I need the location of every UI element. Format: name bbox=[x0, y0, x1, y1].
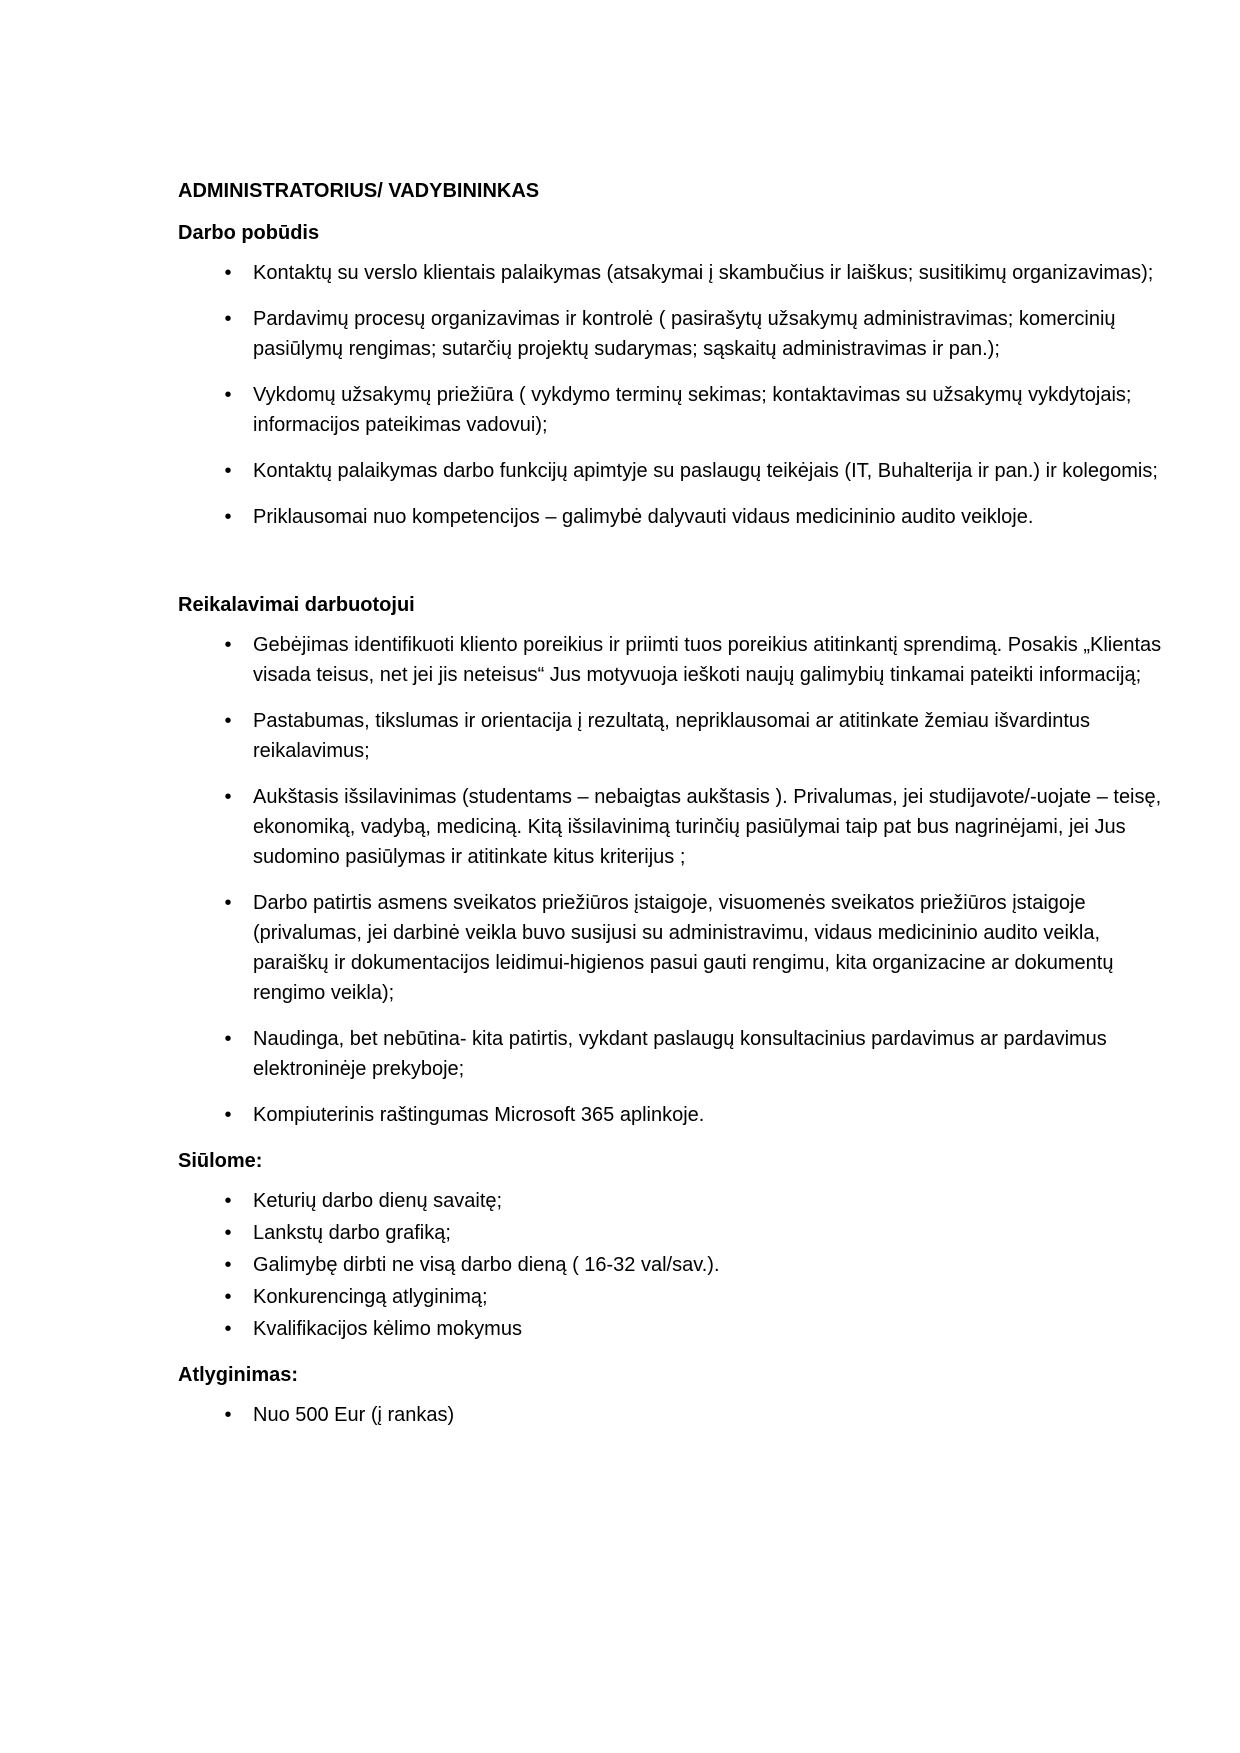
list-item bbox=[178, 888, 1178, 1008]
bullet-icon: • bbox=[224, 634, 232, 656]
list-item-text: Nuo 500 Eur (į rankas) bbox=[253, 1404, 455, 1426]
list-item-text: Darbo patirtis asmens sveikatos priežiūros įstaigoje, visuomenės sveikatos priežiūros įstaigoje (privalumas, jei darbinė veikla buvo susijusi su administravimu, vidaus medicininio audito veikla, paraiškų ir dokumentacijos leidimui-higienos pasui gauti rengimu, kita organizacine ar dokumentų rengimo veikla); bbox=[253, 892, 1114, 1004]
list-item-text: Kontaktų palaikymas darbo funkcijų apimtyje su paslaugų teikėjais (IT, Buhalterija ir pan.) ir kolegomis; bbox=[253, 460, 1158, 482]
bullet-icon: • bbox=[224, 506, 232, 528]
bullet-icon: • bbox=[224, 1028, 232, 1050]
list-item-text: Vykdomų užsakymų priežiūra ( vykdymo terminų sekimas; kontaktavimas su užsakymų vykdytojais; informacijos pateikimas vadovui); bbox=[253, 384, 1132, 436]
bullet-icon: • bbox=[224, 1222, 232, 1244]
list-item bbox=[178, 706, 1178, 766]
offer-list bbox=[178, 1186, 1178, 1344]
list-item bbox=[178, 258, 1178, 288]
document-page bbox=[178, 176, 1178, 1446]
list-item-text: Pardavimų procesų organizavimas ir kontrolė ( pasirašytų užsakymų administravimas; komercinių pasiūlymų rengimas; sutarčių projektų sudarymas; sąskaitų administravimas ir pan.); bbox=[253, 308, 1116, 360]
list-item bbox=[178, 1218, 1178, 1248]
list-item bbox=[178, 502, 1178, 532]
section-heading-duties: Darbo pobūdis bbox=[178, 222, 320, 244]
bullet-icon: • bbox=[224, 460, 232, 482]
section-heading-requirements: Reikalavimai darbuotojui bbox=[178, 594, 415, 616]
bullet-icon: • bbox=[224, 1318, 232, 1340]
bullet-icon: • bbox=[224, 1104, 232, 1126]
salary-list bbox=[178, 1400, 1178, 1430]
list-item-text: Kvalifikacijos kėlimo mokymus bbox=[253, 1318, 522, 1340]
bullet-icon: • bbox=[224, 262, 232, 284]
list-item bbox=[178, 1250, 1178, 1280]
list-item bbox=[178, 1282, 1178, 1312]
bullet-icon: • bbox=[224, 384, 232, 406]
page-title: ADMINISTRATORIUS/ VADYBININKAS bbox=[178, 180, 540, 202]
requirements-list bbox=[178, 630, 1178, 1130]
list-item bbox=[178, 456, 1178, 486]
duties-list bbox=[178, 258, 1178, 532]
list-item-text: Kontaktų su verslo klientais palaikymas (atsakymai į skambučius ir laiškus; susitikimų organizavimas); bbox=[253, 262, 1154, 284]
list-item-text: Galimybę dirbti ne visą darbo dieną ( 16-32 val/sav.). bbox=[253, 1254, 720, 1276]
list-item-text: Gebėjimas identifikuoti kliento poreikius ir priimti tuos poreikius atitinkantį sprendimą. Posakis „Klientas visada teisus, net jei jis neteisus“ Jus motyvuoja ieškoti naujų galimybių tinkamai pateikti informaciją; bbox=[253, 634, 1162, 686]
list-item bbox=[178, 1100, 1178, 1130]
list-item bbox=[178, 1400, 1178, 1430]
bullet-icon: • bbox=[224, 1190, 232, 1212]
list-item-text: Konkurencingą atlyginimą; bbox=[253, 1286, 488, 1308]
bullet-icon: • bbox=[224, 892, 232, 914]
bullet-icon: • bbox=[224, 1254, 232, 1276]
section-heading-salary: Atlyginimas: bbox=[178, 1364, 299, 1386]
list-item-text: Keturių darbo dienų savaitę; bbox=[253, 1190, 503, 1212]
bullet-icon: • bbox=[224, 1286, 232, 1308]
spacer bbox=[178, 1346, 1178, 1360]
list-item-text: Pastabumas, tikslumas ir orientacija į rezultatą, nepriklausomai ar atitinkate žemiau išvardintus reikalavimus; bbox=[253, 710, 1091, 762]
list-item-text: Priklausomai nuo kompetencijos – galimybė dalyvauti vidaus medicininio audito veikloje. bbox=[253, 506, 1034, 528]
section-heading-offer: Siūlome: bbox=[178, 1150, 263, 1172]
list-item-text: Naudinga, bet nebūtina- kita patirtis, vykdant paslaugų konsultacinius pardavimus ar pardavimus elektroninėje prekyboje; bbox=[253, 1028, 1107, 1080]
bullet-icon: • bbox=[224, 1404, 232, 1426]
list-item bbox=[178, 1314, 1178, 1344]
list-item bbox=[178, 1186, 1178, 1216]
list-item-text: Lankstų darbo grafiką; bbox=[253, 1222, 451, 1244]
list-item-text: Aukštasis išsilavinimas (studentams – nebaigtas aukštasis ). Privalumas, jei studijavote/-uojate – teisę, ekonomiką, vadybą, mediciną. Kitą išsilavinimą turinčių pasiūlymai taip pat bus nagrinėjami, jei Jus sudomino pasiūlymas ir atitinkate kitus kriterijus ; bbox=[253, 786, 1162, 868]
list-item bbox=[178, 380, 1178, 440]
list-item bbox=[178, 1024, 1178, 1084]
list-item bbox=[178, 304, 1178, 364]
bullet-icon: • bbox=[224, 710, 232, 732]
spacer bbox=[178, 548, 1178, 590]
bullet-icon: • bbox=[224, 786, 232, 808]
list-item bbox=[178, 630, 1178, 690]
list-item bbox=[178, 782, 1178, 872]
bullet-icon: • bbox=[224, 308, 232, 330]
list-item-text: Kompiuterinis raštingumas Microsoft 365 aplinkoje. bbox=[253, 1104, 705, 1126]
